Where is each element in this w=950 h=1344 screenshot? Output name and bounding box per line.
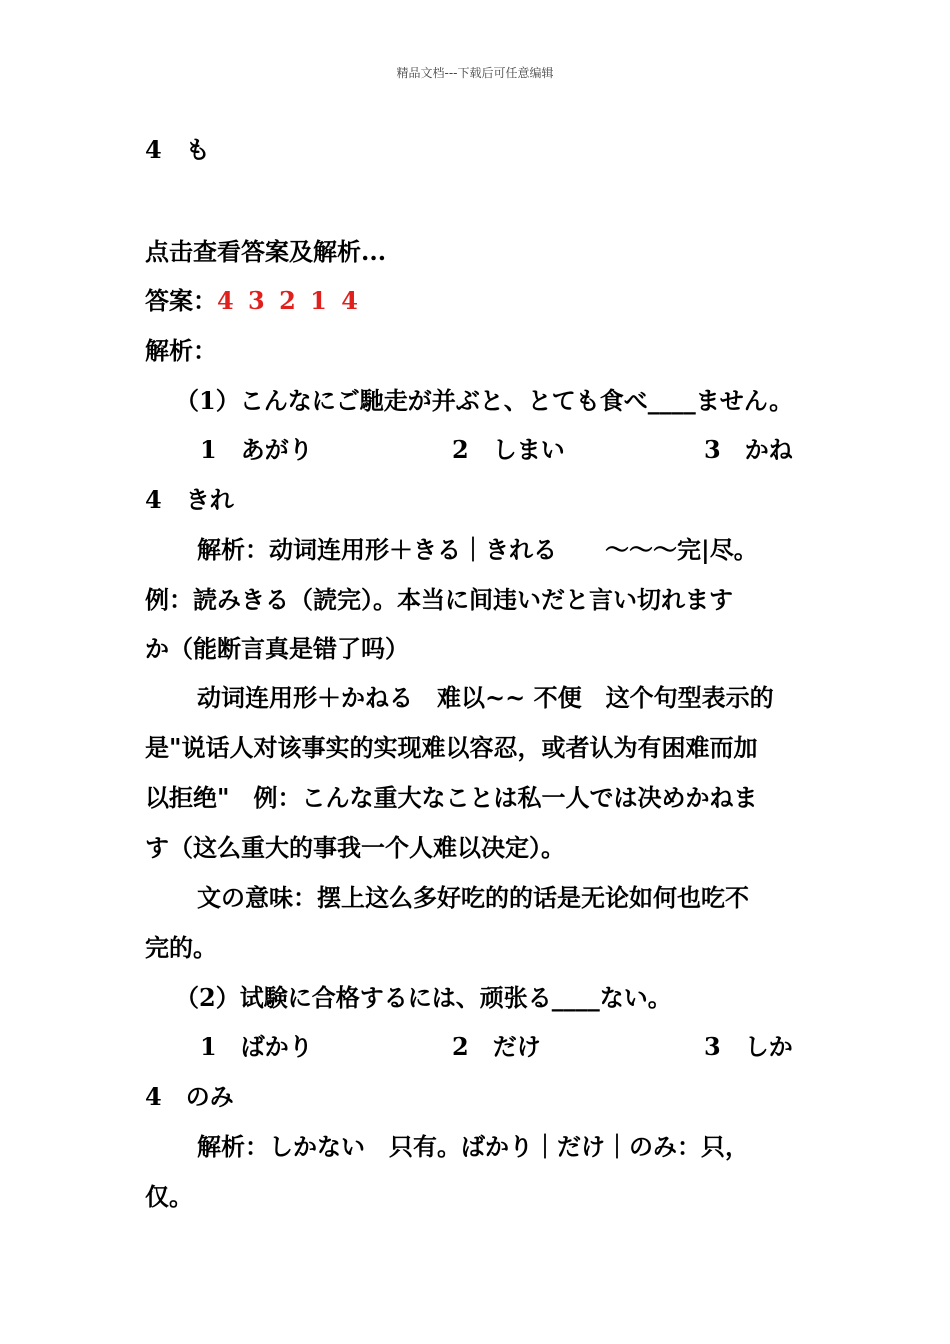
q1-explanation-line: 是"说话人对该事实的实现难以容忍，或者认为有困难而加: [145, 733, 758, 762]
q2-explanation-line: 仅。: [145, 1182, 193, 1211]
q1-meaning-line: 完的。: [145, 933, 217, 962]
q2-option-2: 2 だけ: [452, 1032, 541, 1061]
q2-question: （2）试験に合格するには、顽张る____ない。: [175, 983, 672, 1012]
q1-explanation-line: 例：読みきる（読完）。本当に间违いだと言い切れます: [145, 585, 733, 614]
q2-option-4: 4 のみ: [145, 1082, 234, 1111]
q1-explanation-line: 解析：动词连用形＋きる｜きれる ～～～完|尽。: [197, 535, 758, 564]
q2-option-3: 3 しか: [704, 1032, 793, 1061]
q1-explanation-line: 以拒绝" 例：こんな重大なことは私一人では决めかねま: [145, 783, 758, 812]
answer-row: [145, 285, 361, 317]
page-header: 精品文档---下载后可任意编辑: [396, 66, 554, 80]
answer-value: 4 3 2 1 4: [217, 286, 361, 315]
q1-explanation-line: す（这么重大的事我一个人难以决定）。: [145, 833, 565, 862]
q1-option-1: 1 あがり: [200, 435, 313, 464]
answer-label: 答案：: [145, 286, 217, 315]
q1-meaning-line: 文の意味：摆上这么多好吃的的话是无论如何也吃不: [197, 883, 749, 912]
q1-question: （1）こんなにご馳走が并ぶと、とても食べ____ません。: [175, 386, 794, 415]
q1-explanation-line: か（能断言真是错了吗）: [145, 634, 409, 663]
show-answer-link[interactable]: 点击查看答案及解析...: [145, 237, 387, 266]
q1-option-3: 3 かね: [704, 435, 793, 464]
q2-option-1: 1 ばかり: [200, 1032, 313, 1061]
q1-option-4: 4 きれ: [145, 485, 234, 514]
q2-explanation-line: 解析：しかない 只有。ばかり｜だけ｜のみ：只，: [197, 1132, 749, 1161]
analysis-label: 解析：: [145, 336, 217, 365]
q1-explanation-line: 动词连用形＋かねる 难以~~ 不便 这个句型表示的: [197, 683, 774, 712]
previous-option-4: 4 も: [145, 135, 210, 164]
q1-option-2: 2 しまい: [452, 435, 565, 464]
